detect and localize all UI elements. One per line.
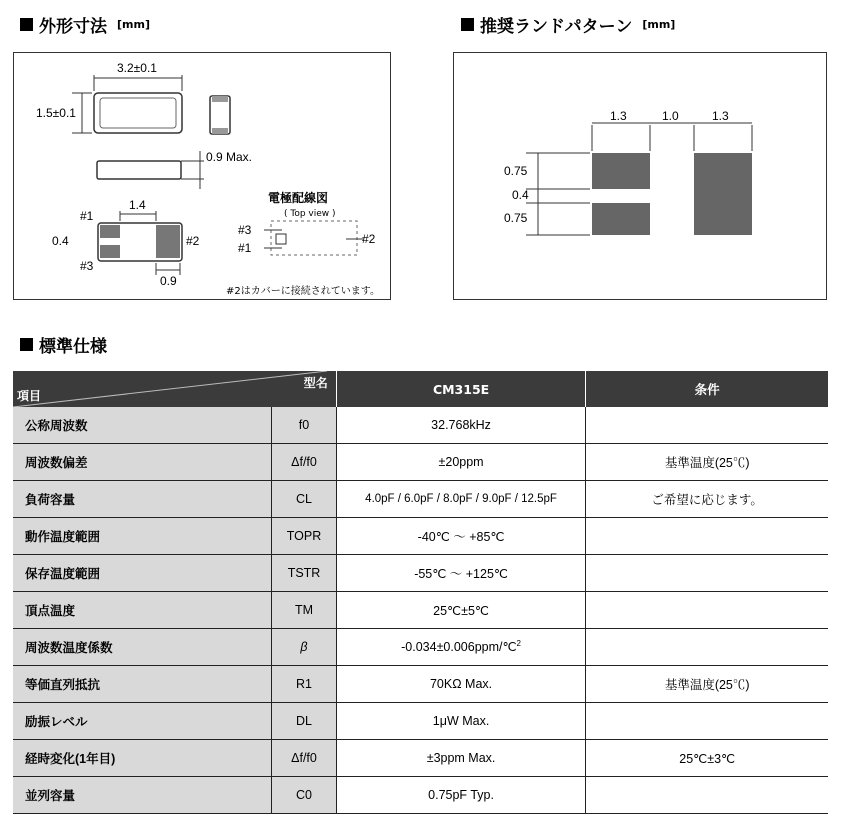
table-row xyxy=(13,555,828,592)
row-condition xyxy=(586,703,828,740)
row-symbol: DL xyxy=(272,703,337,740)
row-item: 公称周波数 xyxy=(13,407,272,444)
header-model-label: 型名 xyxy=(303,376,328,390)
row-item: 動作温度範囲 xyxy=(13,518,272,555)
row-symbol: TM xyxy=(272,592,337,629)
cover-note: #2はカバーに接続されています。 xyxy=(226,286,380,297)
top-view-label: ( Top view ) xyxy=(284,209,336,219)
row-item: 周波数偏差 xyxy=(13,444,272,481)
header-diagonal xyxy=(13,371,327,407)
square-bullet-icon xyxy=(20,18,33,31)
dimensions-title: 外形寸法 xyxy=(39,17,107,37)
beta-superscript: 2 xyxy=(516,639,521,649)
row-symbol: f0 xyxy=(272,407,337,444)
land-hgap-label: 0.4 xyxy=(512,188,529,202)
dim-width-label: 3.2±0.1 xyxy=(117,61,157,75)
header-item-cell xyxy=(13,371,336,407)
pin1-label: #1 xyxy=(80,209,94,223)
square-bullet-icon xyxy=(461,18,474,31)
row-condition xyxy=(586,777,828,814)
land-h2-label: 0.75 xyxy=(504,211,528,225)
row-item: 経時変化(1年目) xyxy=(13,740,272,777)
row-value: 70KΩ Max. xyxy=(336,666,586,703)
row-condition xyxy=(586,592,828,629)
table-row xyxy=(13,629,828,666)
land-h1-label: 0.75 xyxy=(504,164,528,178)
land-title: 推奨ランドパターン xyxy=(480,17,633,37)
land-w2-label: 1.3 xyxy=(712,109,729,123)
row-item: 並列容量 xyxy=(13,777,272,814)
dim-thickness-label: 0.9 Max. xyxy=(206,150,253,164)
table-row xyxy=(13,481,828,518)
row-value: 25℃±5℃ xyxy=(336,592,586,629)
row-item: 等価直列抵抗 xyxy=(13,666,272,703)
pin2-label: #2 xyxy=(186,234,200,248)
header-model-name: CM315E xyxy=(336,371,586,407)
spec-section-title xyxy=(20,332,107,357)
row-value: 4.0pF / 6.0pF / 8.0pF / 9.0pF / 12.5pF xyxy=(336,481,586,518)
dimensions-panel xyxy=(13,52,391,300)
row-value: ±3ppm Max. xyxy=(336,740,586,777)
table-row xyxy=(13,740,828,777)
dimensions-section-title xyxy=(20,12,150,37)
land-section-title xyxy=(461,12,675,37)
row-value: 1μW Max. xyxy=(336,703,586,740)
row-condition: 25℃±3℃ xyxy=(586,740,828,777)
row-value: 32.768kHz xyxy=(336,407,586,444)
row-value: -40℃ ～ +85℃ xyxy=(336,518,586,555)
row-condition: 基準温度(25℃) xyxy=(586,444,828,481)
land-gap-label: 1.0 xyxy=(662,109,679,123)
dimensions-unit: [mm] xyxy=(117,18,150,31)
table-header-row xyxy=(13,371,828,407)
table-row xyxy=(13,666,828,703)
row-condition: 基準温度(25℃) xyxy=(586,666,828,703)
row-symbol: TOPR xyxy=(272,518,337,555)
table-row xyxy=(13,592,828,629)
table-row xyxy=(13,407,828,444)
dim-pad-pitch-label: 1.4 xyxy=(129,198,146,212)
row-symbol: TSTR xyxy=(272,555,337,592)
pin3-label: #3 xyxy=(80,259,94,273)
row-symbol: CL xyxy=(272,481,337,518)
row-item: 負荷容量 xyxy=(13,481,272,518)
row-item: 保存温度範囲 xyxy=(13,555,272,592)
dim-pad-gap-label: 0.4 xyxy=(52,234,69,248)
row-item: 周波数温度係数 xyxy=(13,629,272,666)
spec-title: 標準仕様 xyxy=(39,337,107,357)
electrode-title: 電極配線図 xyxy=(268,191,329,205)
square-bullet-icon xyxy=(20,338,33,351)
dim-pad-len-label: 0.9 xyxy=(160,274,177,288)
table-row xyxy=(13,518,828,555)
row-condition xyxy=(586,555,828,592)
row-condition: ご希望に応じます。 xyxy=(586,481,828,518)
beta-value: -0.034±0.006ppm/℃ xyxy=(401,640,517,655)
dim-height-label: 1.5±0.1 xyxy=(36,106,76,120)
header-item-label: 項目 xyxy=(17,389,42,403)
row-symbol: Δf/f0 xyxy=(272,740,337,777)
row-value: 0.75pF Typ. xyxy=(336,777,586,814)
row-value xyxy=(336,629,586,666)
row-condition xyxy=(586,518,828,555)
row-symbol: R1 xyxy=(272,666,337,703)
row-value: -55℃ ～ +125℃ xyxy=(336,555,586,592)
table-row xyxy=(13,444,828,481)
wiring-pin2-label: #2 xyxy=(362,232,376,246)
row-item: 頂点温度 xyxy=(13,592,272,629)
row-item: 励振レベル xyxy=(13,703,272,740)
land-unit: [mm] xyxy=(642,18,676,31)
spec-table xyxy=(13,371,828,814)
row-symbol: C0 xyxy=(272,777,337,814)
wiring-pin1-label: #1 xyxy=(238,241,252,255)
table-row xyxy=(13,703,828,740)
row-symbol: Δf/f0 xyxy=(272,444,337,481)
row-condition xyxy=(586,407,828,444)
row-condition xyxy=(586,629,828,666)
row-symbol: β xyxy=(272,629,337,666)
outline-drawing xyxy=(14,53,390,299)
wiring-pin3-label: #3 xyxy=(238,223,252,237)
header-condition: 条件 xyxy=(586,371,828,407)
table-row xyxy=(13,777,828,814)
land-pattern-panel xyxy=(453,52,827,300)
row-value: ±20ppm xyxy=(336,444,586,481)
land-w1-label: 1.3 xyxy=(610,109,627,123)
